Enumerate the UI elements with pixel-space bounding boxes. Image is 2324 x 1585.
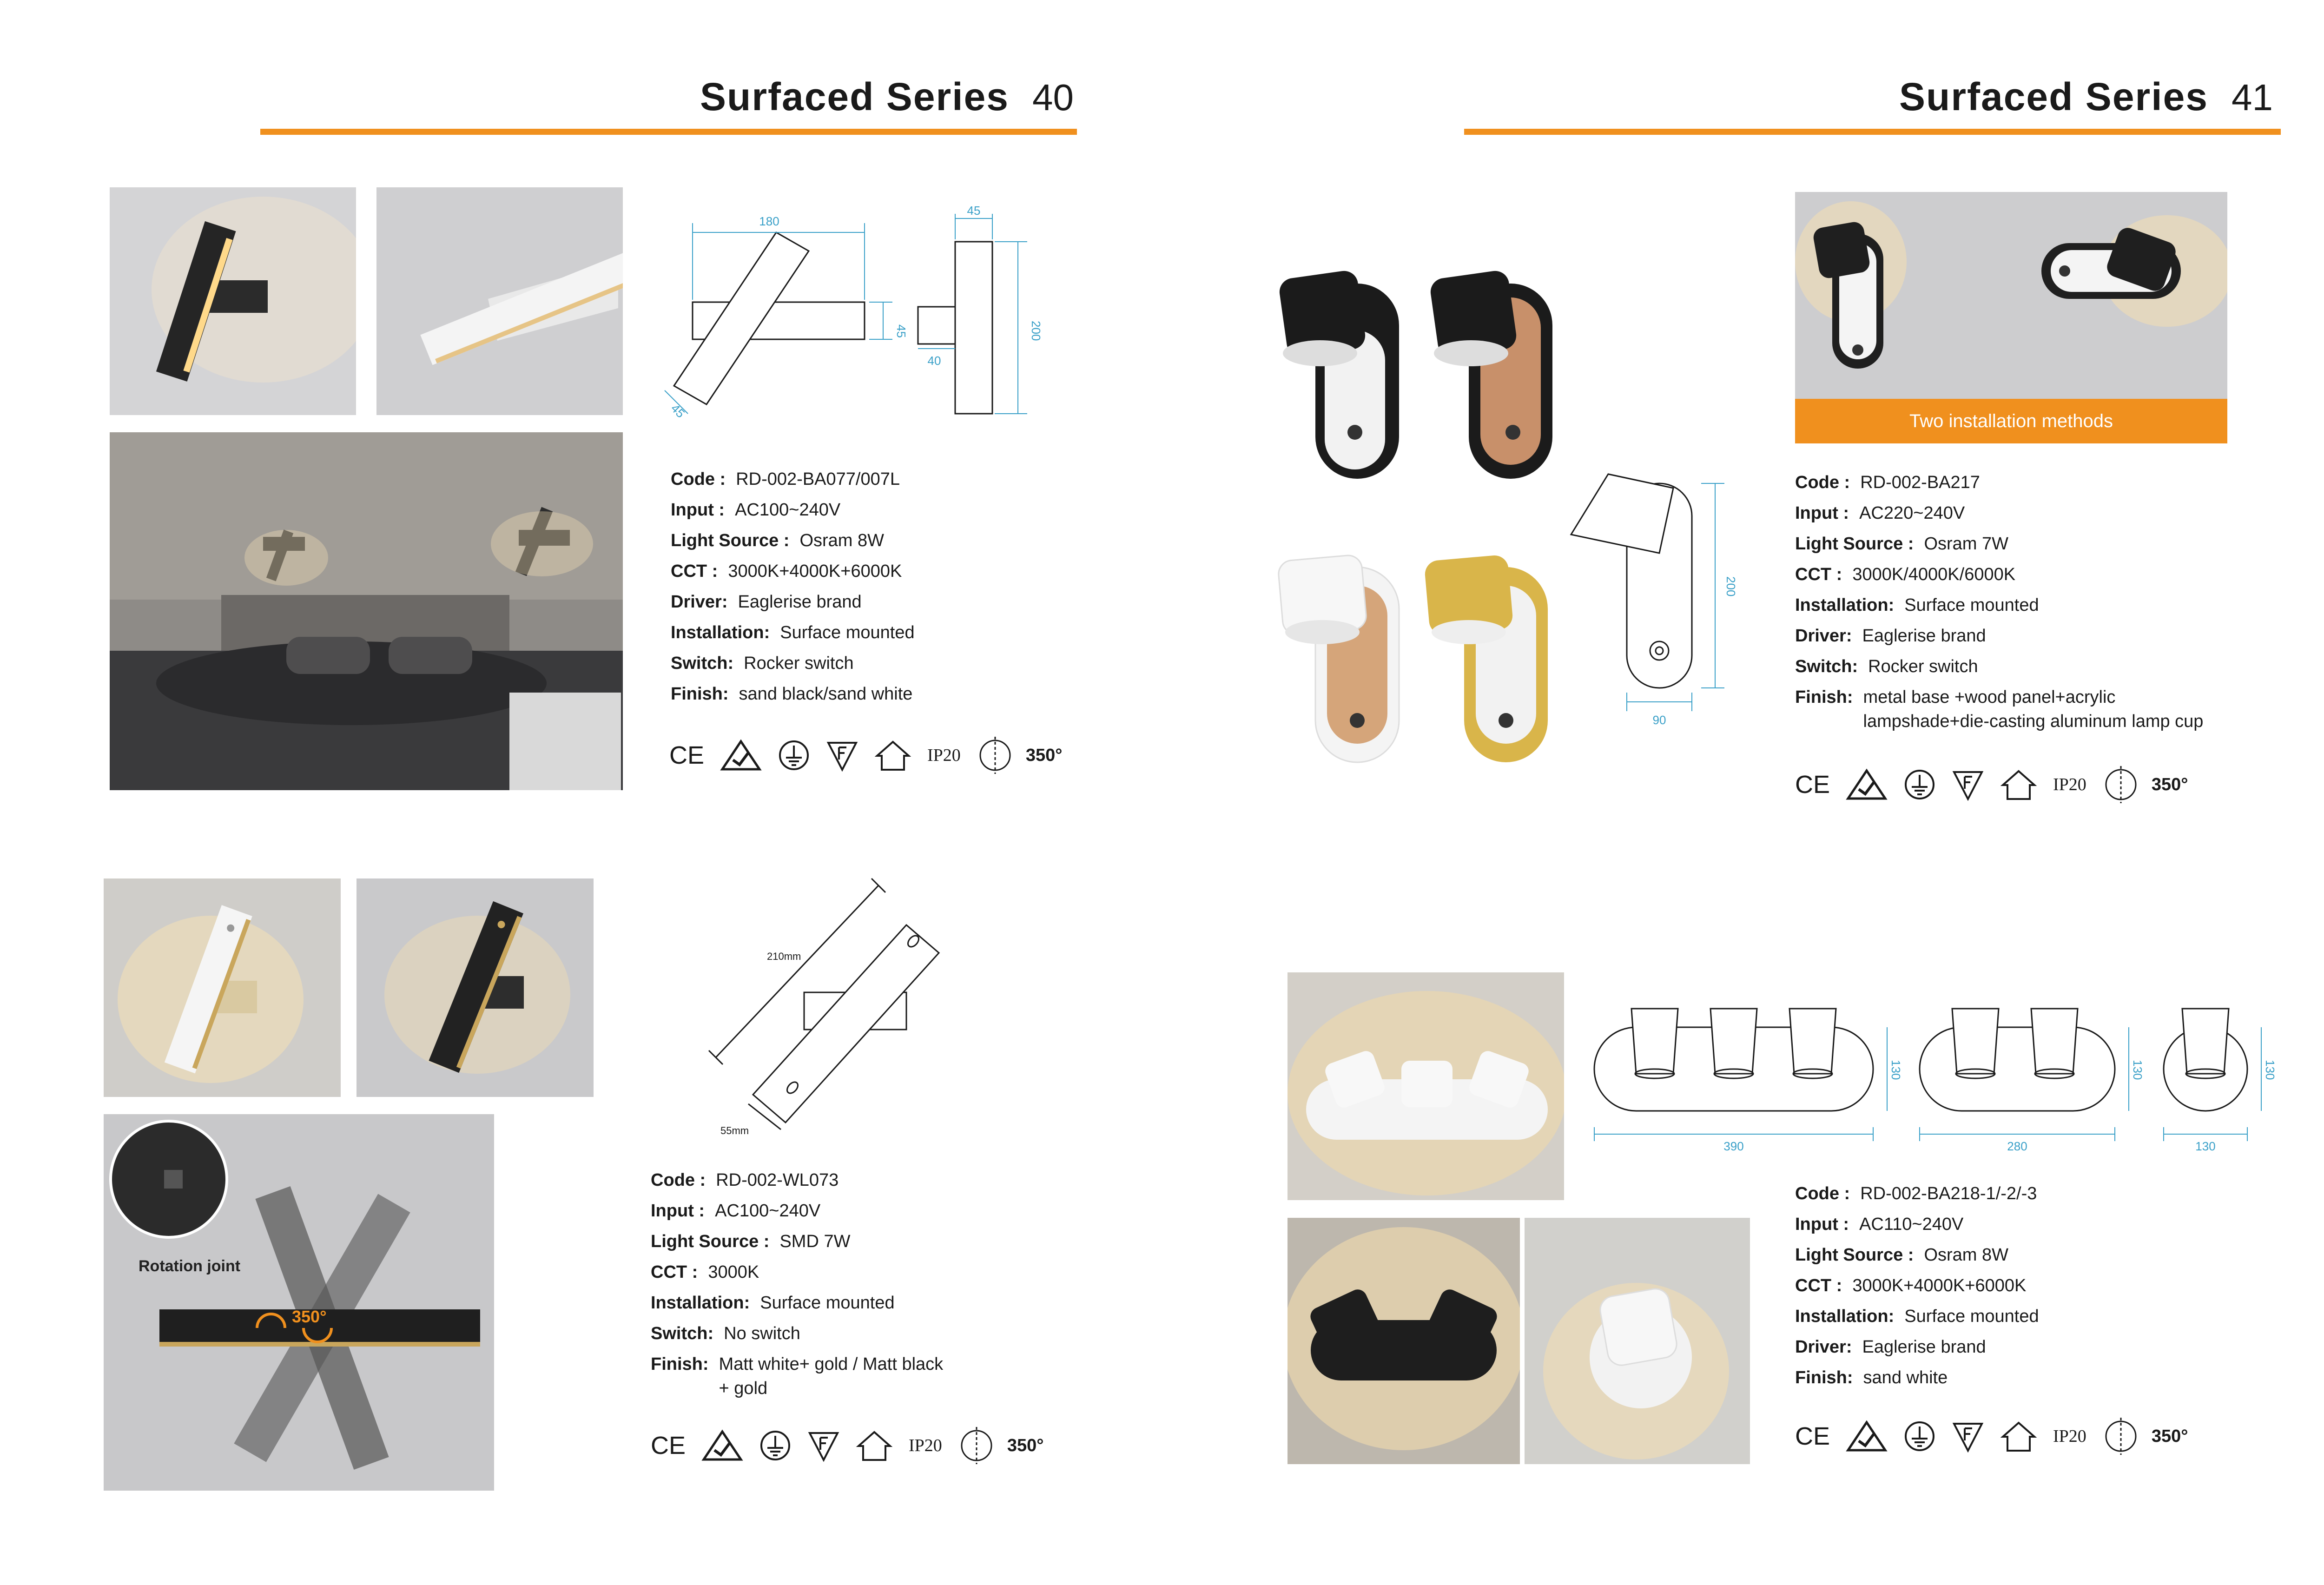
dimension-drawing-ba077 bbox=[660, 205, 1069, 428]
spec-row: CCT : 3000K bbox=[651, 1262, 759, 1282]
indoor-house-icon bbox=[2000, 768, 2037, 801]
dim-double-width: 280 bbox=[2007, 1139, 2027, 1153]
dim-base: 40 bbox=[927, 354, 941, 368]
rotation-joint-caption: Rotation joint bbox=[139, 1257, 241, 1275]
ip-rating: IP20 bbox=[927, 746, 961, 765]
dimension-drawing-ba218 bbox=[1585, 995, 2291, 1167]
ce-mark-icon: CE bbox=[1795, 1422, 1830, 1450]
spec-row: Input : AC100~240V bbox=[671, 500, 841, 520]
spec-row: Installation: Surface mounted bbox=[671, 623, 915, 642]
ce-mark-icon: CE bbox=[651, 1432, 686, 1460]
rotation-angle: 350° bbox=[1025, 745, 1063, 765]
spec-row: Finish: Matt white+ gold / Matt black + gold bbox=[651, 1354, 944, 1398]
indoor-house-icon bbox=[2000, 1420, 2037, 1453]
product-photo-double-lamp bbox=[1287, 1218, 1520, 1464]
f-mark-icon bbox=[807, 1429, 840, 1462]
installation-methods-photo bbox=[1795, 192, 2227, 399]
dim-width: 180 bbox=[759, 214, 779, 228]
dim-length: 210mm bbox=[767, 951, 801, 962]
spec-row: Finish: metal base +wood panel+acrylic lampshade+die-casting aluminum lamp cup bbox=[1795, 687, 2204, 731]
page-number: 40 bbox=[1032, 77, 1074, 118]
spec-row: Input : AC220~240V bbox=[1795, 503, 1965, 523]
spec-row: Installation: Surface mounted bbox=[1795, 1307, 2039, 1326]
spec-row: CCT : 3000K/4000K/6000K bbox=[1795, 565, 2016, 584]
ground-mark-icon bbox=[778, 739, 810, 772]
dim-triple-width: 390 bbox=[1723, 1139, 1744, 1153]
product-photo-triple-lamp bbox=[1287, 972, 1564, 1200]
dim-height: 200 bbox=[1724, 576, 1738, 597]
spec-list-wl073 bbox=[651, 1165, 943, 1400]
rcm-mark-icon bbox=[1846, 768, 1888, 801]
left-page-header bbox=[260, 74, 1074, 119]
indoor-house-icon bbox=[874, 739, 911, 772]
f-mark-icon bbox=[826, 739, 858, 772]
ip-rating: IP20 bbox=[2053, 1426, 2086, 1446]
dimension-drawing-wl073 bbox=[706, 876, 967, 1141]
spec-row: Switch: Rocker switch bbox=[671, 654, 854, 673]
ce-mark-icon: CE bbox=[1795, 771, 1830, 799]
dim-double-height: 130 bbox=[2131, 1060, 2145, 1080]
header-rule bbox=[1464, 129, 2281, 135]
page-title: Surfaced Series bbox=[1899, 75, 2209, 119]
spec-list-ba217 bbox=[1795, 467, 2203, 733]
spec-row: Code : RD-002-BA077/007L bbox=[671, 469, 900, 489]
cert-row bbox=[651, 1427, 1043, 1464]
ground-mark-icon bbox=[759, 1429, 792, 1462]
spec-row: Code : RD-002-BA217 bbox=[1795, 473, 1980, 492]
rotation-demo-photo bbox=[104, 1114, 494, 1491]
spec-row: Code : RD-002-WL073 bbox=[651, 1170, 839, 1190]
rotation-icon bbox=[977, 737, 1014, 774]
product-photo-white-lamp bbox=[376, 187, 623, 415]
spec-list-ba077 bbox=[671, 464, 915, 709]
dim-side-depth: 45 bbox=[967, 205, 981, 218]
dimension-drawing-ba217 bbox=[1566, 456, 1766, 734]
header-rule bbox=[260, 129, 1077, 135]
product-photo-ba217-variants bbox=[1274, 260, 1599, 786]
installation-banner: Two installation methods bbox=[1795, 399, 2227, 443]
spec-row: Switch: No switch bbox=[651, 1324, 800, 1343]
rotation-angle: 350° bbox=[1007, 1435, 1044, 1455]
dim-width: 90 bbox=[1652, 713, 1666, 727]
ip-rating: IP20 bbox=[2053, 775, 2086, 794]
spec-row: CCT : 3000K+4000K+6000K bbox=[671, 561, 902, 581]
cert-row bbox=[1795, 1418, 2188, 1455]
spec-row: Driver: Eaglerise brand bbox=[1795, 1337, 1986, 1357]
cert-row bbox=[1795, 766, 2188, 803]
spec-row: Light Source : Osram 8W bbox=[671, 531, 885, 550]
indoor-house-icon bbox=[856, 1429, 893, 1462]
spec-row: Light Source : Osram 7W bbox=[1795, 534, 2009, 554]
cert-row bbox=[669, 737, 1062, 774]
bedroom-scene-photo bbox=[110, 432, 623, 790]
spec-list-ba218 bbox=[1795, 1178, 2039, 1393]
product-photo-black-lamp bbox=[110, 187, 356, 415]
dim-bar-height: 45 bbox=[894, 324, 908, 338]
rcm-mark-icon bbox=[720, 739, 762, 772]
spec-row: Code : RD-002-BA218-1/-2/-3 bbox=[1795, 1184, 2037, 1203]
dim-side-height: 200 bbox=[1029, 321, 1043, 341]
product-photo-single-lamp bbox=[1525, 1218, 1750, 1464]
rotation-icon bbox=[2102, 766, 2139, 803]
ground-mark-icon bbox=[1903, 1420, 1936, 1453]
spec-row: Switch: Rocker switch bbox=[1795, 657, 1978, 676]
spec-row: Light Source : Osram 8W bbox=[1795, 1245, 2009, 1265]
dim-width: 55mm bbox=[720, 1125, 749, 1136]
ground-mark-icon bbox=[1903, 768, 1936, 801]
spec-row: Input : AC100~240V bbox=[651, 1201, 821, 1221]
dim-bar-width: 45 bbox=[668, 401, 688, 421]
dim-single-height: 130 bbox=[2263, 1060, 2277, 1080]
spec-row: Driver: Eaglerise brand bbox=[671, 592, 862, 612]
spec-row: Input : AC110~240V bbox=[1795, 1215, 1964, 1234]
spec-row: Installation: Surface mounted bbox=[651, 1293, 895, 1313]
spec-row: Installation: Surface mounted bbox=[1795, 595, 2039, 615]
rotation-angle-caption: 350° bbox=[292, 1307, 327, 1326]
rotation-icon bbox=[2102, 1418, 2139, 1455]
spec-row: Light Source : SMD 7W bbox=[651, 1232, 851, 1251]
product-photo-white-gold-lamp bbox=[104, 878, 341, 1097]
dim-single-width: 130 bbox=[2195, 1139, 2216, 1153]
f-mark-icon bbox=[1952, 768, 1984, 801]
ip-rating: IP20 bbox=[909, 1436, 942, 1455]
dim-triple-height: 130 bbox=[1889, 1060, 1903, 1080]
right-page-header bbox=[1464, 74, 2273, 119]
page-title: Surfaced Series bbox=[700, 75, 1010, 119]
rotation-icon bbox=[958, 1427, 995, 1464]
spec-row: Finish: sand white bbox=[1795, 1368, 1948, 1387]
rotation-angle: 350° bbox=[2151, 774, 2188, 794]
spec-row: Finish: sand black/sand white bbox=[671, 684, 913, 704]
rotation-angle: 350° bbox=[2151, 1426, 2188, 1446]
rcm-mark-icon bbox=[701, 1429, 743, 1462]
spec-row: CCT : 3000K+4000K+6000K bbox=[1795, 1276, 2027, 1295]
product-photo-black-gold-lamp bbox=[357, 878, 594, 1097]
rcm-mark-icon bbox=[1846, 1420, 1888, 1453]
f-mark-icon bbox=[1952, 1420, 1984, 1453]
ce-mark-icon: CE bbox=[669, 741, 705, 769]
spec-row: Driver: Eaglerise brand bbox=[1795, 626, 1986, 646]
page-number: 41 bbox=[2232, 77, 2273, 118]
